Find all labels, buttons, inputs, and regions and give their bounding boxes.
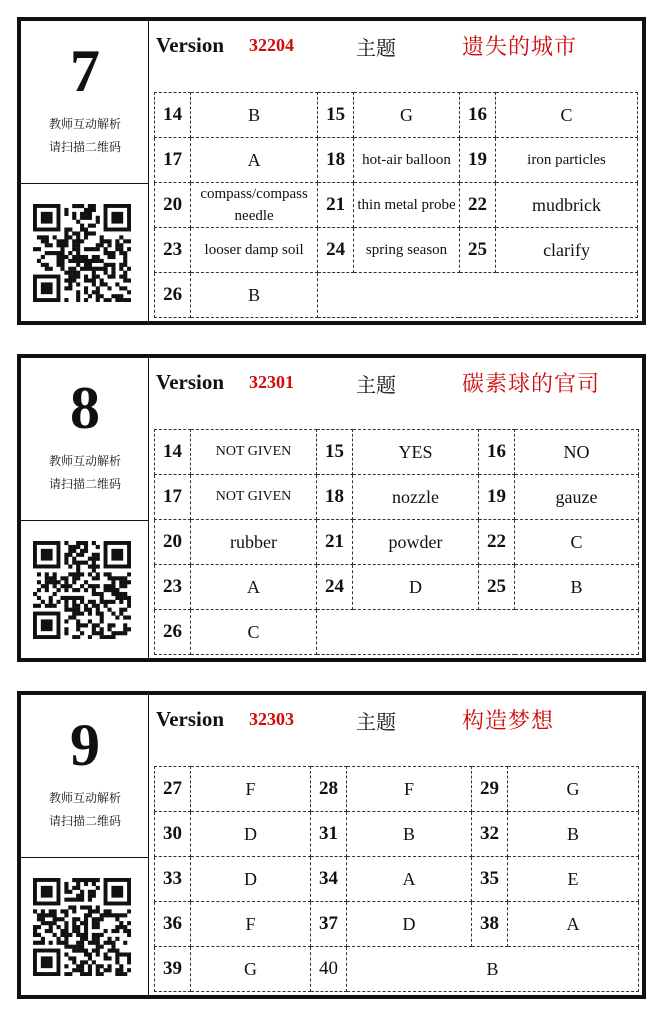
- theme-label: 主题: [356, 373, 396, 397]
- teacher-note: [21, 113, 149, 159]
- answer-cell: A: [191, 138, 318, 183]
- question-number: 23: [155, 565, 191, 610]
- qr-code-box: [21, 520, 149, 658]
- teacher-note-line1: 教师互动解析: [48, 791, 121, 805]
- version-code: 32204: [249, 35, 294, 55]
- answer-cell: NO: [515, 430, 639, 475]
- card-header: [156, 701, 636, 737]
- theme-label: 主题: [356, 36, 396, 60]
- question-number: 19: [459, 138, 495, 183]
- table-row: [155, 430, 639, 475]
- table-row: [155, 767, 639, 812]
- question-number: 23: [155, 228, 191, 273]
- theme-title: 遗失的城市: [462, 35, 578, 60]
- version-label: Version: [156, 33, 225, 57]
- card-header: [156, 27, 636, 63]
- card-number: 9: [70, 712, 100, 778]
- answer-cell: nozzle: [353, 475, 479, 520]
- table-row: [155, 138, 638, 183]
- question-number: 34: [311, 857, 347, 902]
- question-number: 25: [479, 565, 515, 610]
- question-number: 18: [318, 138, 354, 183]
- answer-cell: C: [515, 520, 639, 565]
- empty-cell: [318, 273, 638, 318]
- question-number: 37: [311, 902, 347, 947]
- table-row: [155, 273, 638, 318]
- answer-cell: B: [347, 947, 639, 992]
- card-header: [156, 364, 636, 400]
- teacher-note: [21, 787, 149, 833]
- theme-label: 主题: [356, 710, 396, 734]
- answer-cell: rubber: [191, 520, 317, 565]
- question-number: 20: [155, 520, 191, 565]
- question-number: 30: [155, 812, 191, 857]
- question-number: 16: [459, 93, 495, 138]
- table-row: [155, 857, 639, 902]
- answer-cell: hot-air balloon: [354, 138, 460, 183]
- question-number: 22: [479, 520, 515, 565]
- question-number: 15: [317, 430, 353, 475]
- version-code: 32301: [249, 372, 294, 392]
- answer-cell: A: [508, 902, 639, 947]
- card-number: 8: [70, 375, 100, 441]
- card-left-panel: [21, 358, 149, 658]
- qr-code-icon[interactable]: [33, 878, 131, 976]
- table-row: [155, 228, 638, 273]
- answer-cell: NOT GIVEN: [191, 475, 317, 520]
- question-number: 26: [155, 610, 191, 655]
- answer-card-9: [17, 691, 646, 999]
- question-number: 35: [472, 857, 508, 902]
- question-number: 24: [318, 228, 354, 273]
- answer-cell: A: [191, 565, 317, 610]
- answer-cell: D: [353, 565, 479, 610]
- table-row: [155, 93, 638, 138]
- question-number: 14: [155, 93, 191, 138]
- question-number: 40: [311, 947, 347, 992]
- answer-cell: F: [347, 767, 472, 812]
- answer-cell: C: [496, 93, 638, 138]
- answer-cell: F: [191, 767, 311, 812]
- answer-cell: B: [508, 812, 639, 857]
- answer-cell: clarify: [496, 228, 638, 273]
- answer-cell: powder: [353, 520, 479, 565]
- answer-cell: D: [191, 812, 311, 857]
- question-number: 32: [472, 812, 508, 857]
- question-number: 22: [459, 183, 495, 228]
- teacher-note-line2: 请扫描二维码: [48, 814, 121, 828]
- question-number: 26: [155, 273, 191, 318]
- answer-cell: gauze: [515, 475, 639, 520]
- answer-cell: compass/compass needle: [191, 183, 318, 228]
- table-row: [155, 812, 639, 857]
- answer-cell: D: [347, 902, 472, 947]
- version-label: Version: [156, 707, 225, 731]
- answer-cell: B: [515, 565, 639, 610]
- question-number: 17: [155, 138, 191, 183]
- question-number: 18: [317, 475, 353, 520]
- answer-cell: D: [191, 857, 311, 902]
- question-number: 21: [317, 520, 353, 565]
- answer-grid: [154, 766, 639, 992]
- table-row: [155, 947, 639, 992]
- table-row: [155, 565, 639, 610]
- answer-cell: B: [347, 812, 472, 857]
- theme-title: 碳素球的官司: [462, 372, 601, 397]
- answer-cell: NOT GIVEN: [191, 430, 317, 475]
- answer-cell: mudbrick: [496, 183, 638, 228]
- qr-code-box: [21, 183, 149, 321]
- question-number: 17: [155, 475, 191, 520]
- question-number: 20: [155, 183, 191, 228]
- teacher-note-line1: 教师互动解析: [48, 454, 121, 468]
- question-number: 33: [155, 857, 191, 902]
- question-number: 27: [155, 767, 191, 812]
- theme-title: 构造梦想: [462, 709, 555, 734]
- question-number: 25: [459, 228, 495, 273]
- question-number: 16: [479, 430, 515, 475]
- qr-code-icon[interactable]: [33, 204, 131, 302]
- answer-cell: thin metal probe: [354, 183, 460, 228]
- table-row: [155, 475, 639, 520]
- answer-card-8: [17, 354, 646, 662]
- question-number: 29: [472, 767, 508, 812]
- question-number: 39: [155, 947, 191, 992]
- version-code: 32303: [249, 709, 294, 729]
- answer-grid: [154, 429, 639, 655]
- answer-cell: iron particles: [496, 138, 638, 183]
- version-label: Version: [156, 370, 225, 394]
- answer-cell: spring season: [354, 228, 460, 273]
- teacher-note-line2: 请扫描二维码: [48, 140, 121, 154]
- answer-grid: [154, 92, 638, 318]
- question-number: 24: [317, 565, 353, 610]
- table-row: [155, 183, 638, 228]
- table-row: [155, 520, 639, 565]
- question-number: 19: [479, 475, 515, 520]
- answer-cell: F: [191, 902, 311, 947]
- answer-cell: B: [191, 93, 318, 138]
- answer-cell: G: [508, 767, 639, 812]
- teacher-note: [21, 450, 149, 496]
- answer-cell: G: [191, 947, 311, 992]
- teacher-note-line2: 请扫描二维码: [48, 477, 121, 491]
- question-number: 14: [155, 430, 191, 475]
- teacher-note-line1: 教师互动解析: [48, 117, 121, 131]
- table-row: [155, 902, 639, 947]
- answer-cell: YES: [353, 430, 479, 475]
- card-number: 7: [70, 38, 100, 104]
- answer-cell: A: [347, 857, 472, 902]
- answer-cell: C: [191, 610, 317, 655]
- table-row: [155, 610, 639, 655]
- card-left-panel: [21, 695, 149, 995]
- card-left-panel: [21, 21, 149, 321]
- answer-card-7: [17, 17, 646, 325]
- answer-cell: E: [508, 857, 639, 902]
- answer-cell: B: [191, 273, 318, 318]
- question-number: 21: [318, 183, 354, 228]
- question-number: 15: [318, 93, 354, 138]
- empty-cell: [317, 610, 639, 655]
- qr-code-box: [21, 857, 149, 995]
- question-number: 38: [472, 902, 508, 947]
- qr-code-icon[interactable]: [33, 541, 131, 639]
- answer-cell: G: [354, 93, 460, 138]
- question-number: 31: [311, 812, 347, 857]
- question-number: 28: [311, 767, 347, 812]
- answer-cell: looser damp soil: [191, 228, 318, 273]
- question-number: 36: [155, 902, 191, 947]
